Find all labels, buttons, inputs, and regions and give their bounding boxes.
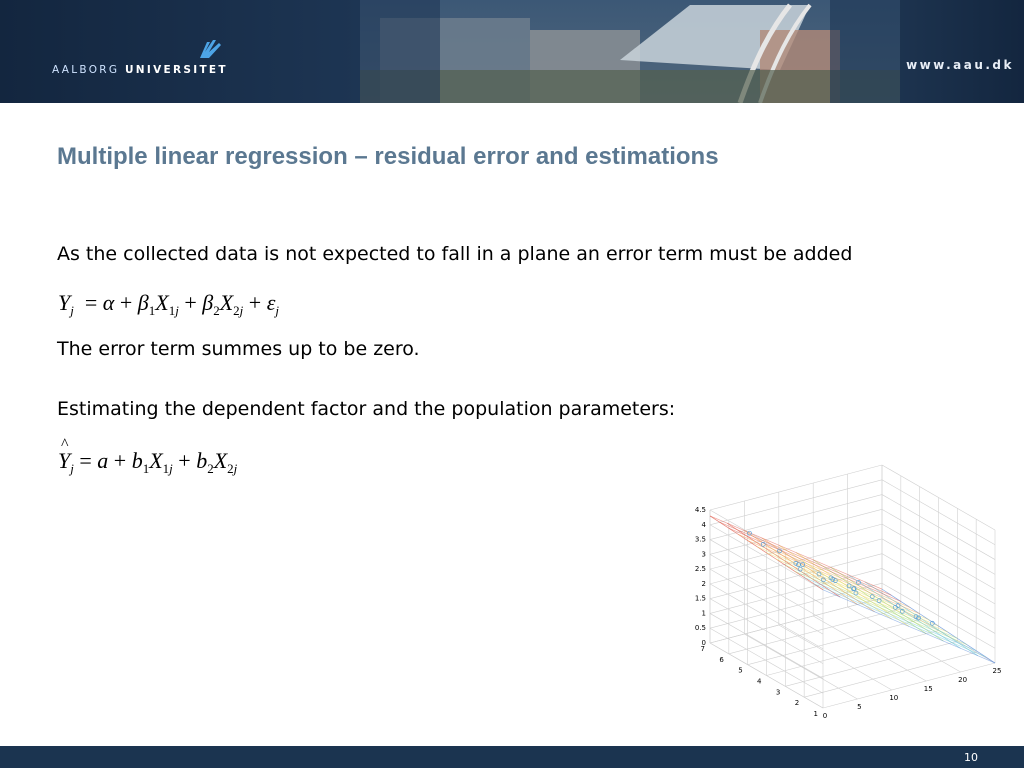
z-tick-label: 0.5 <box>694 624 706 633</box>
surface-line <box>710 516 882 589</box>
campus-photo <box>360 0 900 103</box>
header-banner <box>0 0 1024 103</box>
z-tick-label: 3.5 <box>694 535 706 544</box>
y-tick-label: 7 <box>700 645 705 653</box>
z-tick-label: 3 <box>701 550 706 559</box>
z-tick-label: 0 <box>701 639 706 647</box>
x-tick-label: 20 <box>958 676 968 684</box>
surface-line <box>814 584 986 657</box>
header-url[interactable]: www.aau.dk <box>906 58 1014 72</box>
y-tick-label: 2 <box>794 699 800 708</box>
grid-line <box>710 480 882 525</box>
y-tick-label: 1 <box>813 710 818 718</box>
surface-line <box>823 590 995 663</box>
body-text-zero-sum: The error term summes up to be zero. <box>57 338 420 360</box>
y-tick-label: 4 <box>757 677 762 686</box>
z-tick-label: 2.5 <box>694 565 706 574</box>
x-tick-label: 15 <box>923 685 933 693</box>
x-tick-label: 0 <box>822 712 828 720</box>
z-tick-label: 1.5 <box>694 594 706 603</box>
footer-bar <box>0 746 1024 768</box>
y-tick-label: 3 <box>775 688 781 697</box>
surface-line <box>804 577 976 650</box>
x-tick-label: 10 <box>889 694 899 702</box>
x-tick-label: 25 <box>992 667 1002 675</box>
grid-line <box>710 509 882 554</box>
z-tick-label: 2 <box>701 579 706 588</box>
aau-logo-mark <box>197 38 225 60</box>
x-tick-label: 5 <box>857 703 862 711</box>
slide-title: Multiple linear regression – residual error and estimations <box>57 143 719 170</box>
surface-line <box>795 571 967 644</box>
page-number: 10 <box>964 751 978 764</box>
z-tick-label: 4 <box>701 520 706 529</box>
grid-line <box>710 583 882 628</box>
surface-line <box>729 528 901 601</box>
body-text-estimation: Estimating the dependent factor and the population parameters: <box>57 398 676 420</box>
equation-model: $Y_j = \alpha + \beta_1X_{1j} + \beta_2X_{2j} + \varepsilon_j$ <box>58 290 280 318</box>
university-name-left: AALBORG <box>52 64 120 76</box>
z-tick-label: 1 <box>701 609 706 618</box>
university-name-right: UNIVERSITET <box>124 64 228 76</box>
university-name <box>52 64 228 76</box>
equation-estimate: ^ $Y_j = a + b_1X_{1j} + b_2X_{2j}$ <box>58 448 237 477</box>
body-text-error-term: As the collected data is not expected to fall in a plane an error term must be added <box>57 243 853 265</box>
y-tick-label: 6 <box>719 655 724 664</box>
z-tick-label: 4.5 <box>694 506 706 514</box>
regression-3d-plot <box>660 455 1005 720</box>
grid-line <box>710 465 882 510</box>
surface-line <box>719 522 891 595</box>
y-tick-label: 5 <box>738 666 743 675</box>
